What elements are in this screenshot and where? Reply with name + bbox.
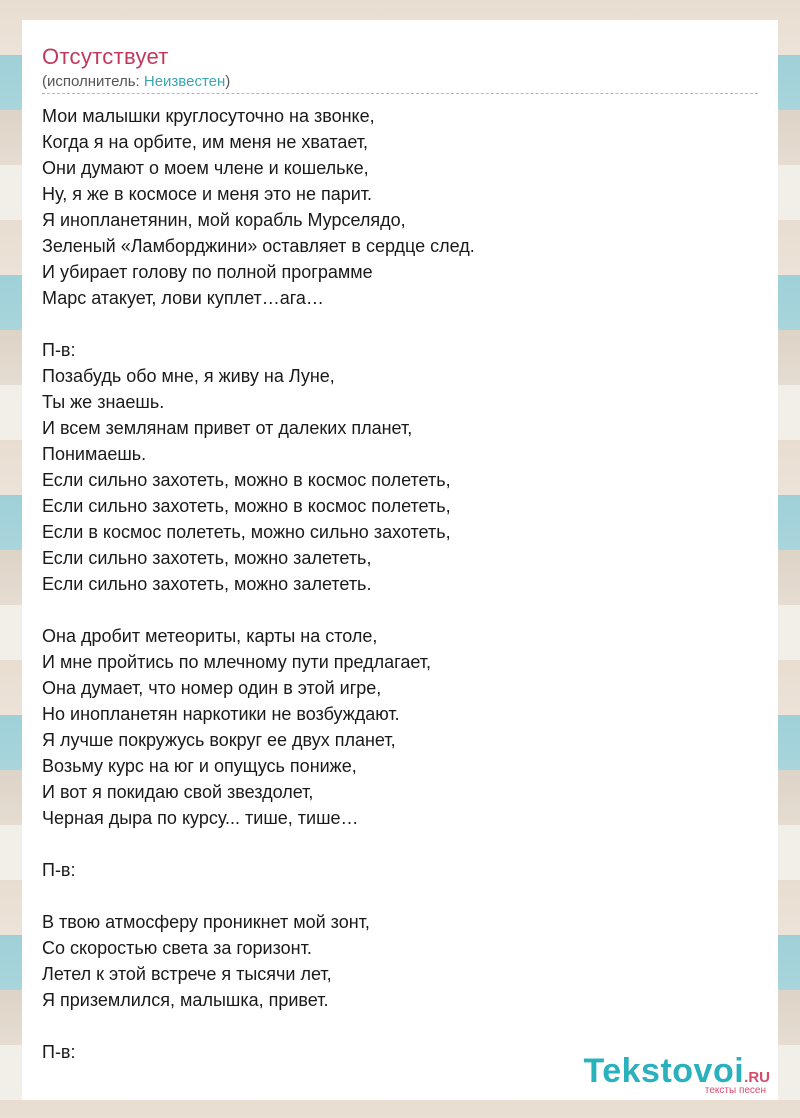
- lyric-line: [42, 1013, 762, 1039]
- lyric-line: Когда я на орбите, им меня не хватает,: [42, 132, 369, 152]
- lyric-line: Они думают о моем члене и кошельке,: [42, 158, 369, 178]
- lyric-line: Она думает, что номер один в этой игре,: [42, 678, 382, 698]
- lyric-line: И вот я покидаю свой звездолет,: [42, 782, 314, 802]
- lyric-line: [42, 597, 762, 623]
- lyric-line: Я приземлился, малышка, привет.: [42, 990, 329, 1010]
- lyric-line: Я инопланетянин, мой корабль Мурселядо,: [42, 210, 406, 230]
- lyric-line: Понимаешь.: [42, 444, 147, 464]
- lyric-line: Если в космос полететь, можно сильно захотеть,: [42, 522, 451, 542]
- lyric-line: Черная дыра по курсу... тише, тише…: [42, 808, 359, 828]
- lyric-line: П-в:: [42, 340, 76, 360]
- lyric-line: Мои малышки круглосуточно на звонке,: [42, 106, 375, 126]
- lyric-line: И убирает голову по полной программе: [42, 262, 373, 282]
- lyric-line: Если сильно захотеть, можно в космос полететь,: [42, 496, 451, 516]
- lyric-line: [42, 831, 762, 857]
- lyric-line: Возьму курс на юг и опущусь пониже,: [42, 756, 357, 776]
- artist-link[interactable]: Неизвестен: [143, 73, 226, 90]
- lyric-line: Если сильно захотеть, можно в космос полететь,: [42, 470, 451, 490]
- lyric-line: Зеленый «Ламборджини» оставляет в сердце след.: [42, 236, 475, 256]
- artist-prefix: (исполнитель:: [42, 73, 144, 90]
- lyric-line: П-в:: [42, 1042, 76, 1062]
- artist-line: [42, 73, 230, 90]
- lyric-line: Она дробит метеориты, карты на столе,: [42, 626, 378, 646]
- lyric-line: Если сильно захотеть, можно залететь.: [42, 574, 372, 594]
- lyric-line: [42, 883, 762, 909]
- header-divider: [42, 93, 758, 94]
- lyric-line: Марс атакует, лови куплет…ага…: [42, 288, 324, 308]
- song-title: Отсутствует: [42, 44, 169, 69]
- lyric-line: Но инопланетян наркотики не возбуждают.: [42, 704, 400, 724]
- lyric-line: Если сильно захотеть, можно залететь,: [42, 548, 372, 568]
- lyric-line: Со скоростью света за горизонт.: [42, 938, 312, 958]
- logo-tagline: тексты песен: [704, 1085, 766, 1096]
- lyrics-body: [42, 103, 762, 1065]
- lyrics-sheet: [22, 20, 778, 1100]
- lyric-line: П-в:: [42, 860, 76, 880]
- lyric-line: Ну, я же в космосе и меня это не парит.: [42, 184, 373, 204]
- lyric-line: Ты же знаешь.: [42, 392, 165, 412]
- logo-wordmark: Tekstovoi: [583, 1052, 745, 1090]
- lyric-line: И мне пройтись по млечному пути предлагает,: [42, 652, 432, 672]
- lyric-line: И всем землянам привет от далеких планет,: [42, 418, 413, 438]
- site-logo[interactable]: [583, 1052, 770, 1096]
- lyric-line: [42, 311, 762, 337]
- lyric-line: Летел к этой встрече я тысячи лет,: [42, 964, 332, 984]
- lyric-line: Позабудь обо мне, я живу на Луне,: [42, 366, 335, 386]
- logo-tld: .RU: [744, 1069, 770, 1086]
- lyric-line: Я лучше покружусь вокруг ее двух планет,: [42, 730, 396, 750]
- artist-suffix: ): [225, 73, 231, 90]
- lyric-line: В твою атмосферу проникнет мой зонт,: [42, 912, 370, 932]
